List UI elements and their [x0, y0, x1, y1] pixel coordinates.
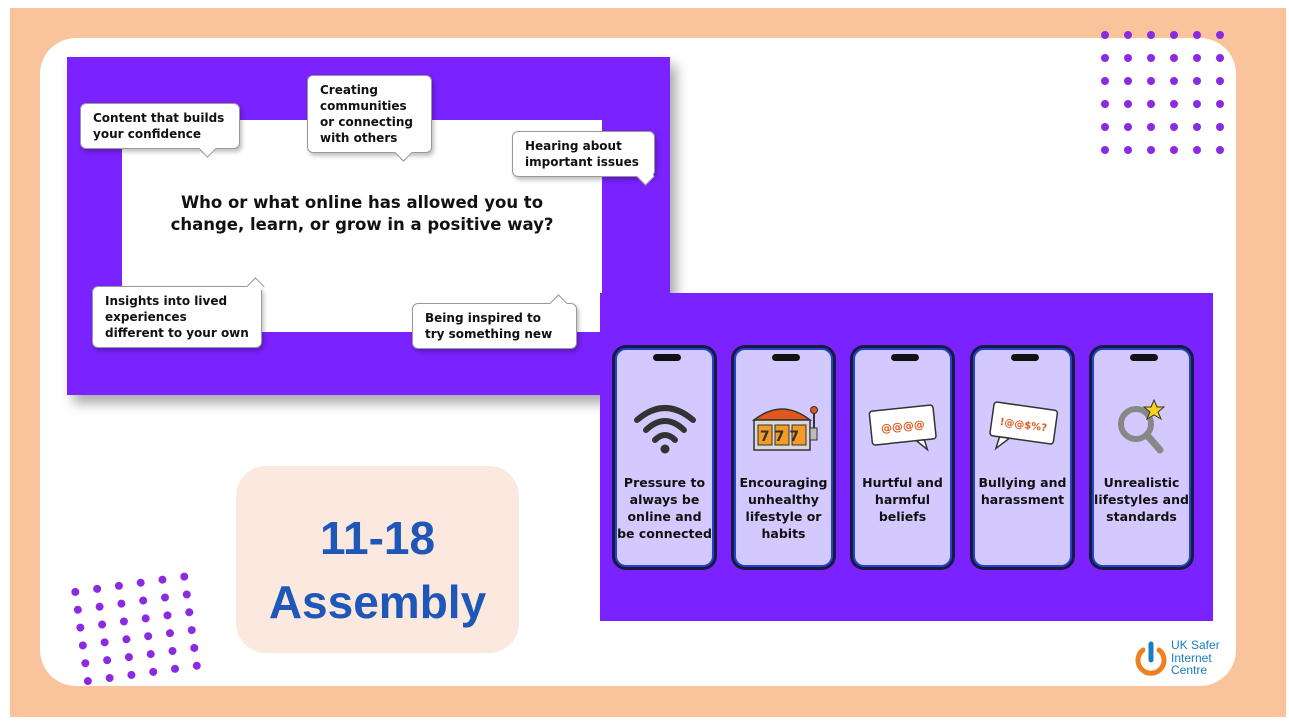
decorative-dot	[70, 586, 81, 597]
decorative-dot	[148, 666, 159, 677]
phone-screen	[1092, 348, 1191, 567]
decorative-dot	[162, 610, 173, 621]
bubble-text: Being inspired to try something new	[425, 311, 553, 341]
decorative-dot	[72, 604, 83, 615]
decorative-dot	[1123, 30, 1133, 40]
decorative-dot	[1215, 30, 1225, 40]
wifi-icon	[629, 398, 701, 458]
assembly-title-box	[236, 466, 519, 653]
decorative-dot	[164, 628, 175, 639]
phone-screen	[973, 348, 1072, 567]
phone-card-hurtful	[850, 345, 955, 570]
decorative-dot	[1192, 53, 1202, 63]
decorative-dot	[1192, 122, 1202, 132]
speech-bubble-issues	[512, 131, 655, 177]
decorative-dot	[1100, 53, 1110, 63]
decorative-dot	[145, 648, 156, 659]
decorative-dot	[1100, 76, 1110, 86]
phone-notch	[1130, 354, 1158, 361]
speech-bubble-confidence	[80, 103, 240, 149]
decorative-dot	[1169, 53, 1179, 63]
bubble-text: Content that builds your confidence	[93, 111, 225, 141]
speech-bubble-lived-experiences	[92, 286, 262, 348]
phone-screen	[734, 348, 833, 567]
decorative-dot	[179, 571, 190, 582]
power-icon	[1133, 640, 1169, 680]
phone-label: Hurtful and harmful beliefs	[862, 475, 943, 524]
decorative-dot	[1100, 99, 1110, 109]
bubble-symbols: @@@@	[880, 417, 926, 436]
phone-label: Pressure to always be online and be connected	[617, 475, 712, 541]
decorative-dot	[1123, 122, 1133, 132]
phone-notch	[653, 354, 681, 361]
decorative-dot	[1123, 53, 1133, 63]
phone-notch	[891, 354, 919, 361]
decorative-dot	[1215, 99, 1225, 109]
slot-text: 777	[759, 429, 805, 445]
decorative-dot	[1169, 145, 1179, 155]
assembly-age-range: 11-18	[319, 512, 436, 564]
decorative-dots-top-right	[1100, 30, 1238, 155]
phone-label: Unrealistic lifestyles and standards	[1094, 475, 1189, 524]
decorative-dot	[1100, 145, 1110, 155]
decorative-dot	[1192, 30, 1202, 40]
decorative-dot	[116, 598, 127, 609]
logo-line-2: Internet	[1171, 650, 1212, 665]
decorative-dot	[1169, 99, 1179, 109]
decorative-dot	[82, 675, 93, 686]
angry-speech-icon	[987, 398, 1059, 458]
decorative-dot	[143, 631, 154, 642]
decorative-dot	[140, 613, 151, 624]
decorative-dot	[123, 651, 134, 662]
decorative-dot	[181, 589, 192, 600]
bubble-text: Hearing about important issues	[525, 139, 639, 169]
decorative-dot	[1123, 145, 1133, 155]
decorative-dot	[121, 634, 132, 645]
assembly-title	[236, 506, 519, 634]
decorative-dot	[75, 622, 86, 633]
decorative-dot	[1123, 76, 1133, 86]
bubble-text: Insights into lived experiences different to your own	[105, 294, 249, 340]
decorative-dot	[1169, 122, 1179, 132]
logo-line-3: Centre	[1171, 663, 1208, 677]
decorative-dot	[186, 624, 197, 635]
decorative-dot	[1169, 76, 1179, 86]
speech-bubble-communities	[307, 75, 432, 153]
decorative-dot	[113, 580, 124, 591]
decorative-dot	[1123, 99, 1133, 109]
magnifier-star-icon	[1106, 398, 1178, 458]
decorative-dot	[91, 583, 102, 594]
decorative-dot	[1215, 122, 1225, 132]
decorative-dot	[1100, 122, 1110, 132]
online-risks-slide	[600, 293, 1213, 621]
decorative-dot	[80, 658, 91, 669]
phone-card-unhealthy	[731, 345, 836, 570]
decorative-dot	[1146, 145, 1156, 155]
decorative-dot	[1192, 99, 1202, 109]
decorative-dot	[191, 660, 202, 671]
logo-line-1: UK Safer	[1171, 638, 1220, 652]
decorative-dot	[1146, 99, 1156, 109]
decorative-dot	[1146, 76, 1156, 86]
decorative-dot	[118, 616, 129, 627]
decorative-dot	[1215, 76, 1225, 86]
phone-card-bullying	[970, 345, 1075, 570]
decorative-dot	[1215, 53, 1225, 63]
decorative-dot	[184, 607, 195, 618]
phone-card-unrealistic	[1089, 345, 1194, 570]
decorative-dots-bottom-left	[70, 569, 215, 686]
assembly-word: Assembly	[268, 576, 487, 628]
logo-text	[1171, 639, 1220, 677]
decorative-dot	[1100, 30, 1110, 40]
slide-question: Who or what online has allowed you to change, learn, or grow in a positive way?	[170, 193, 554, 234]
decorative-dot	[159, 592, 170, 603]
phone-label: Bullying and harassment	[978, 475, 1067, 507]
decorative-dot	[94, 601, 105, 612]
decorative-dot	[1215, 145, 1225, 155]
phone-screen	[853, 348, 952, 567]
decorative-dot	[101, 655, 112, 666]
decorative-dot	[135, 577, 146, 588]
decorative-dot	[99, 637, 110, 648]
decorative-dot	[77, 640, 88, 651]
decorative-dot	[138, 595, 149, 606]
angry-symbols: !@@$%?	[999, 416, 1048, 435]
decorative-dot	[1146, 30, 1156, 40]
positive-online-slide	[67, 57, 670, 395]
speech-bubble-inspired	[412, 303, 577, 349]
phone-card-pressure	[612, 345, 717, 570]
decorative-dot	[1146, 53, 1156, 63]
decorative-dot	[126, 669, 137, 680]
decorative-dot	[1192, 76, 1202, 86]
decorative-dot	[104, 672, 115, 683]
decorative-dot	[96, 619, 107, 630]
decorative-dot	[169, 663, 180, 674]
phone-notch	[772, 354, 800, 361]
phone-label: Encouraging unhealthy lifestyle or habits	[739, 475, 828, 541]
speech-bubble-icon	[867, 398, 939, 458]
uk-safer-internet-centre-logo	[1133, 638, 1233, 682]
slot-machine-icon	[748, 398, 820, 458]
decorative-dot	[1192, 145, 1202, 155]
decorative-dot	[157, 574, 168, 585]
bubble-text: Creating communities or connecting with others	[320, 83, 414, 145]
decorative-dot	[1146, 122, 1156, 132]
phone-screen	[615, 348, 714, 567]
phone-notch	[1011, 354, 1039, 361]
decorative-dot	[1169, 30, 1179, 40]
decorative-dot	[167, 645, 178, 656]
decorative-dot	[189, 642, 200, 653]
